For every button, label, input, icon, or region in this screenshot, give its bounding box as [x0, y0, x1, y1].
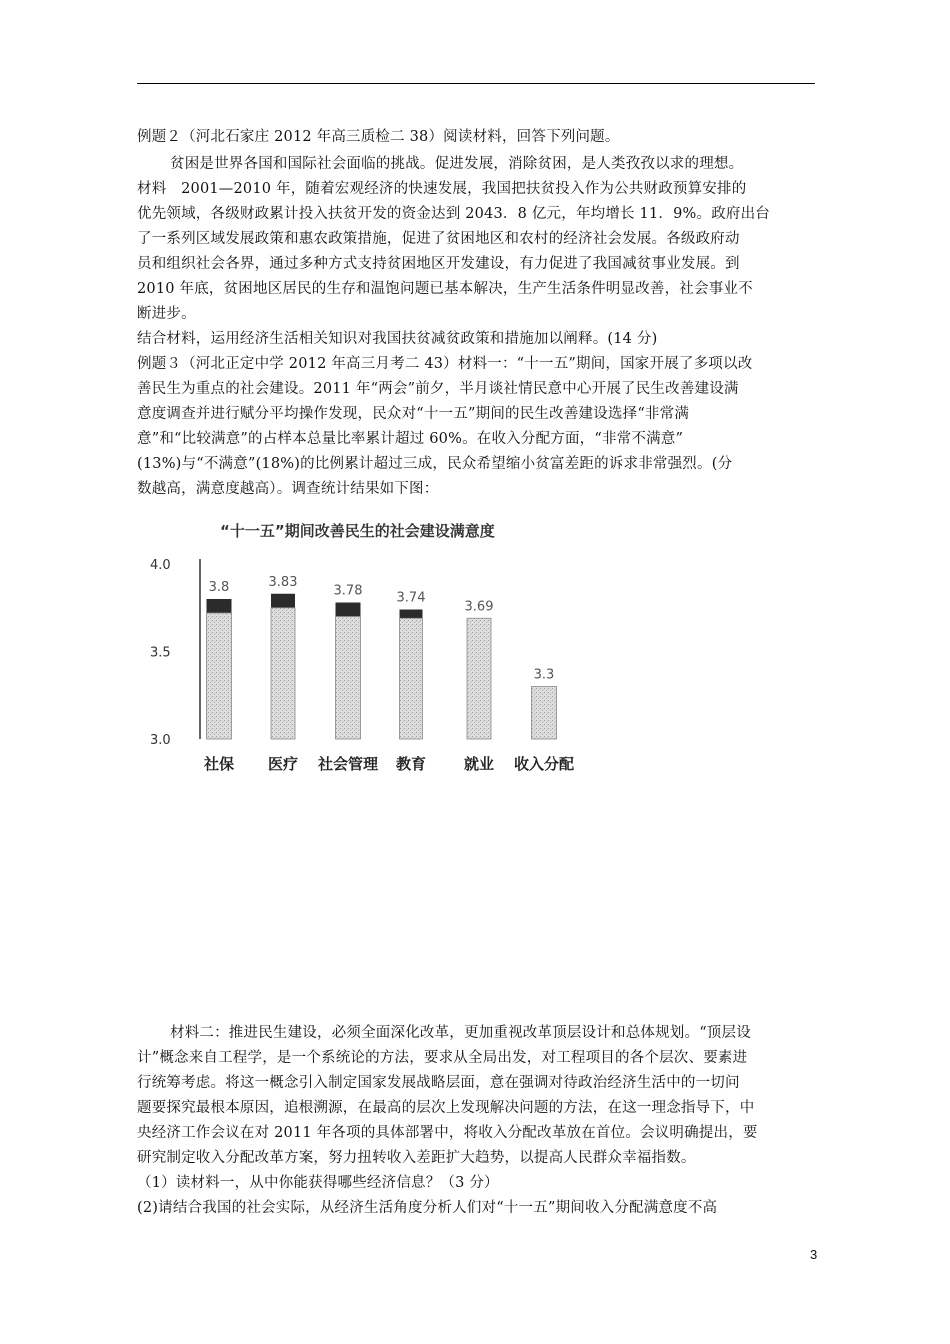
x-category-label: 社会管理: [317, 755, 379, 773]
text-line: 了一系列区域发展政策和惠农政策措施，促进了贫困地区和农村的经济社会发展。各级政府动: [137, 231, 740, 247]
text-line: 优先领域，各级财政累计投入扶贫开发的资金达到 2043．8 亿元，年均增长 11．9%。政府出台: [137, 206, 771, 222]
bar-upper-segment: [400, 610, 423, 619]
data-label: 3.69: [464, 599, 494, 615]
bar: [532, 687, 557, 740]
example-3-heading: 例题３（河北正定中学 2012 年高三月考二 43）材料一：“十一五”期间，国家开展了多项以改: [137, 356, 753, 372]
text-line: 行统筹考虑。将这一概念引入制定国家发展战略层面，意在强调对待政治经济生活中的一切问: [137, 1075, 740, 1091]
text-line: 善民生为重点的社会建设。2011 年“两会”前夕，半月谈社情民意中心开展了民生改善建设满: [137, 381, 739, 397]
satisfaction-bar-chart: [140, 512, 620, 787]
text-line: 计”概念来自工程学，是一个系统论的方法，要求从全局出发，对工程项目的各个层次、要素进: [137, 1050, 748, 1066]
header-rule: [137, 83, 815, 84]
text-line: 研究制定收入分配改革方案，努力扭转收入差距扩大趋势，以提高人民群众幸福指数。: [137, 1150, 696, 1166]
bar: [271, 608, 295, 739]
text-line: 央经济工作会议在对 2011 年各项的具体部署中，将收入分配改革放在首位。会议明确提出，要: [137, 1125, 758, 1141]
text-line: 意度调查并进行赋分平均操作发现，民众对“十一五”期间的民生改善建设选择“非常满: [137, 406, 690, 422]
text-line: 意”和“比较满意”的占样本总量比率累计超过 60%。在收入分配方面，“非常不满意”: [137, 431, 684, 447]
x-category-label: 就业: [463, 755, 495, 773]
page-number: 3: [810, 1247, 818, 1262]
question-1: （1）读材料一，从中你能获得哪些经济信息？（3 分）: [137, 1175, 499, 1191]
data-label: 3.83: [268, 574, 298, 590]
text-line: 数越高，满意度越高）。调查统计结果如下图：: [137, 481, 439, 497]
bar: [467, 618, 491, 739]
x-category-label: 医疗: [267, 755, 299, 773]
text-line: 题要探究最根本原因，追根溯源，在最高的层次上发现解决问题的方法，在这一理念指导下，中: [137, 1100, 755, 1116]
text-line: 材料二：推进民生建设，必须全面深化改革，更加重视改革顶层设计和总体规划。“顶层设: [170, 1025, 751, 1041]
data-label: 3.8: [208, 580, 230, 595]
data-label: 3.78: [333, 583, 363, 599]
x-category-label: 教育: [395, 755, 427, 773]
bar-upper-segment: [271, 594, 295, 608]
bar: [336, 617, 361, 740]
question-2: (2)请结合我国的社会实际，从经济生活角度分析人们对“十一五”期间收入分配满意度不高: [137, 1200, 718, 1216]
example-2-heading: 例题２（河北石家庄 2012 年高三质检二 38）阅读材料，回答下列问题。: [137, 129, 620, 145]
text-line: 贫困是世界各国和国际社会面临的挑战。促进发展，消除贫困，是人类孜孜以求的理想。: [170, 156, 744, 172]
y-tick-label: 3.0: [150, 733, 171, 748]
task-line: 结合材料，运用经济生活相关知识对我国扶贫减贫政策和措施加以阐释。(14 分): [137, 331, 658, 347]
data-label: 3.74: [396, 590, 426, 606]
text-line: 断进步。: [137, 306, 196, 322]
x-category-label: 社保: [203, 755, 235, 773]
y-tick-label: 3.5: [150, 645, 171, 661]
chart-title: “十一五”期间改善民生的社会建设满意度: [220, 522, 495, 540]
text-line: 材料 2001—2010 年，随着宏观经济的快速发展，我国把扶贫投入作为公共财政预算安排的: [137, 181, 747, 197]
bar-upper-segment: [207, 599, 232, 613]
y-tick-label: 4.0: [150, 558, 171, 573]
data-label: 3.3: [533, 667, 555, 683]
text-line: (13%)与“不满意”(18%)的比例累计超过三成，民众希望缩小贫富差距的诉求非常强烈。(分: [137, 456, 733, 472]
bar: [207, 613, 232, 739]
bar: [400, 618, 423, 739]
x-category-label: 收入分配: [513, 755, 575, 773]
text-line: 2010 年底，贫困地区居民的生存和温饱问题已基本解决，生产生活条件明显改善，社会事业不: [137, 281, 753, 297]
bar-upper-segment: [336, 603, 361, 617]
text-line: 员和组织社会各界，通过多种方式支持贫困地区开发建设，有力促进了我国减贫事业发展。到: [137, 256, 740, 272]
